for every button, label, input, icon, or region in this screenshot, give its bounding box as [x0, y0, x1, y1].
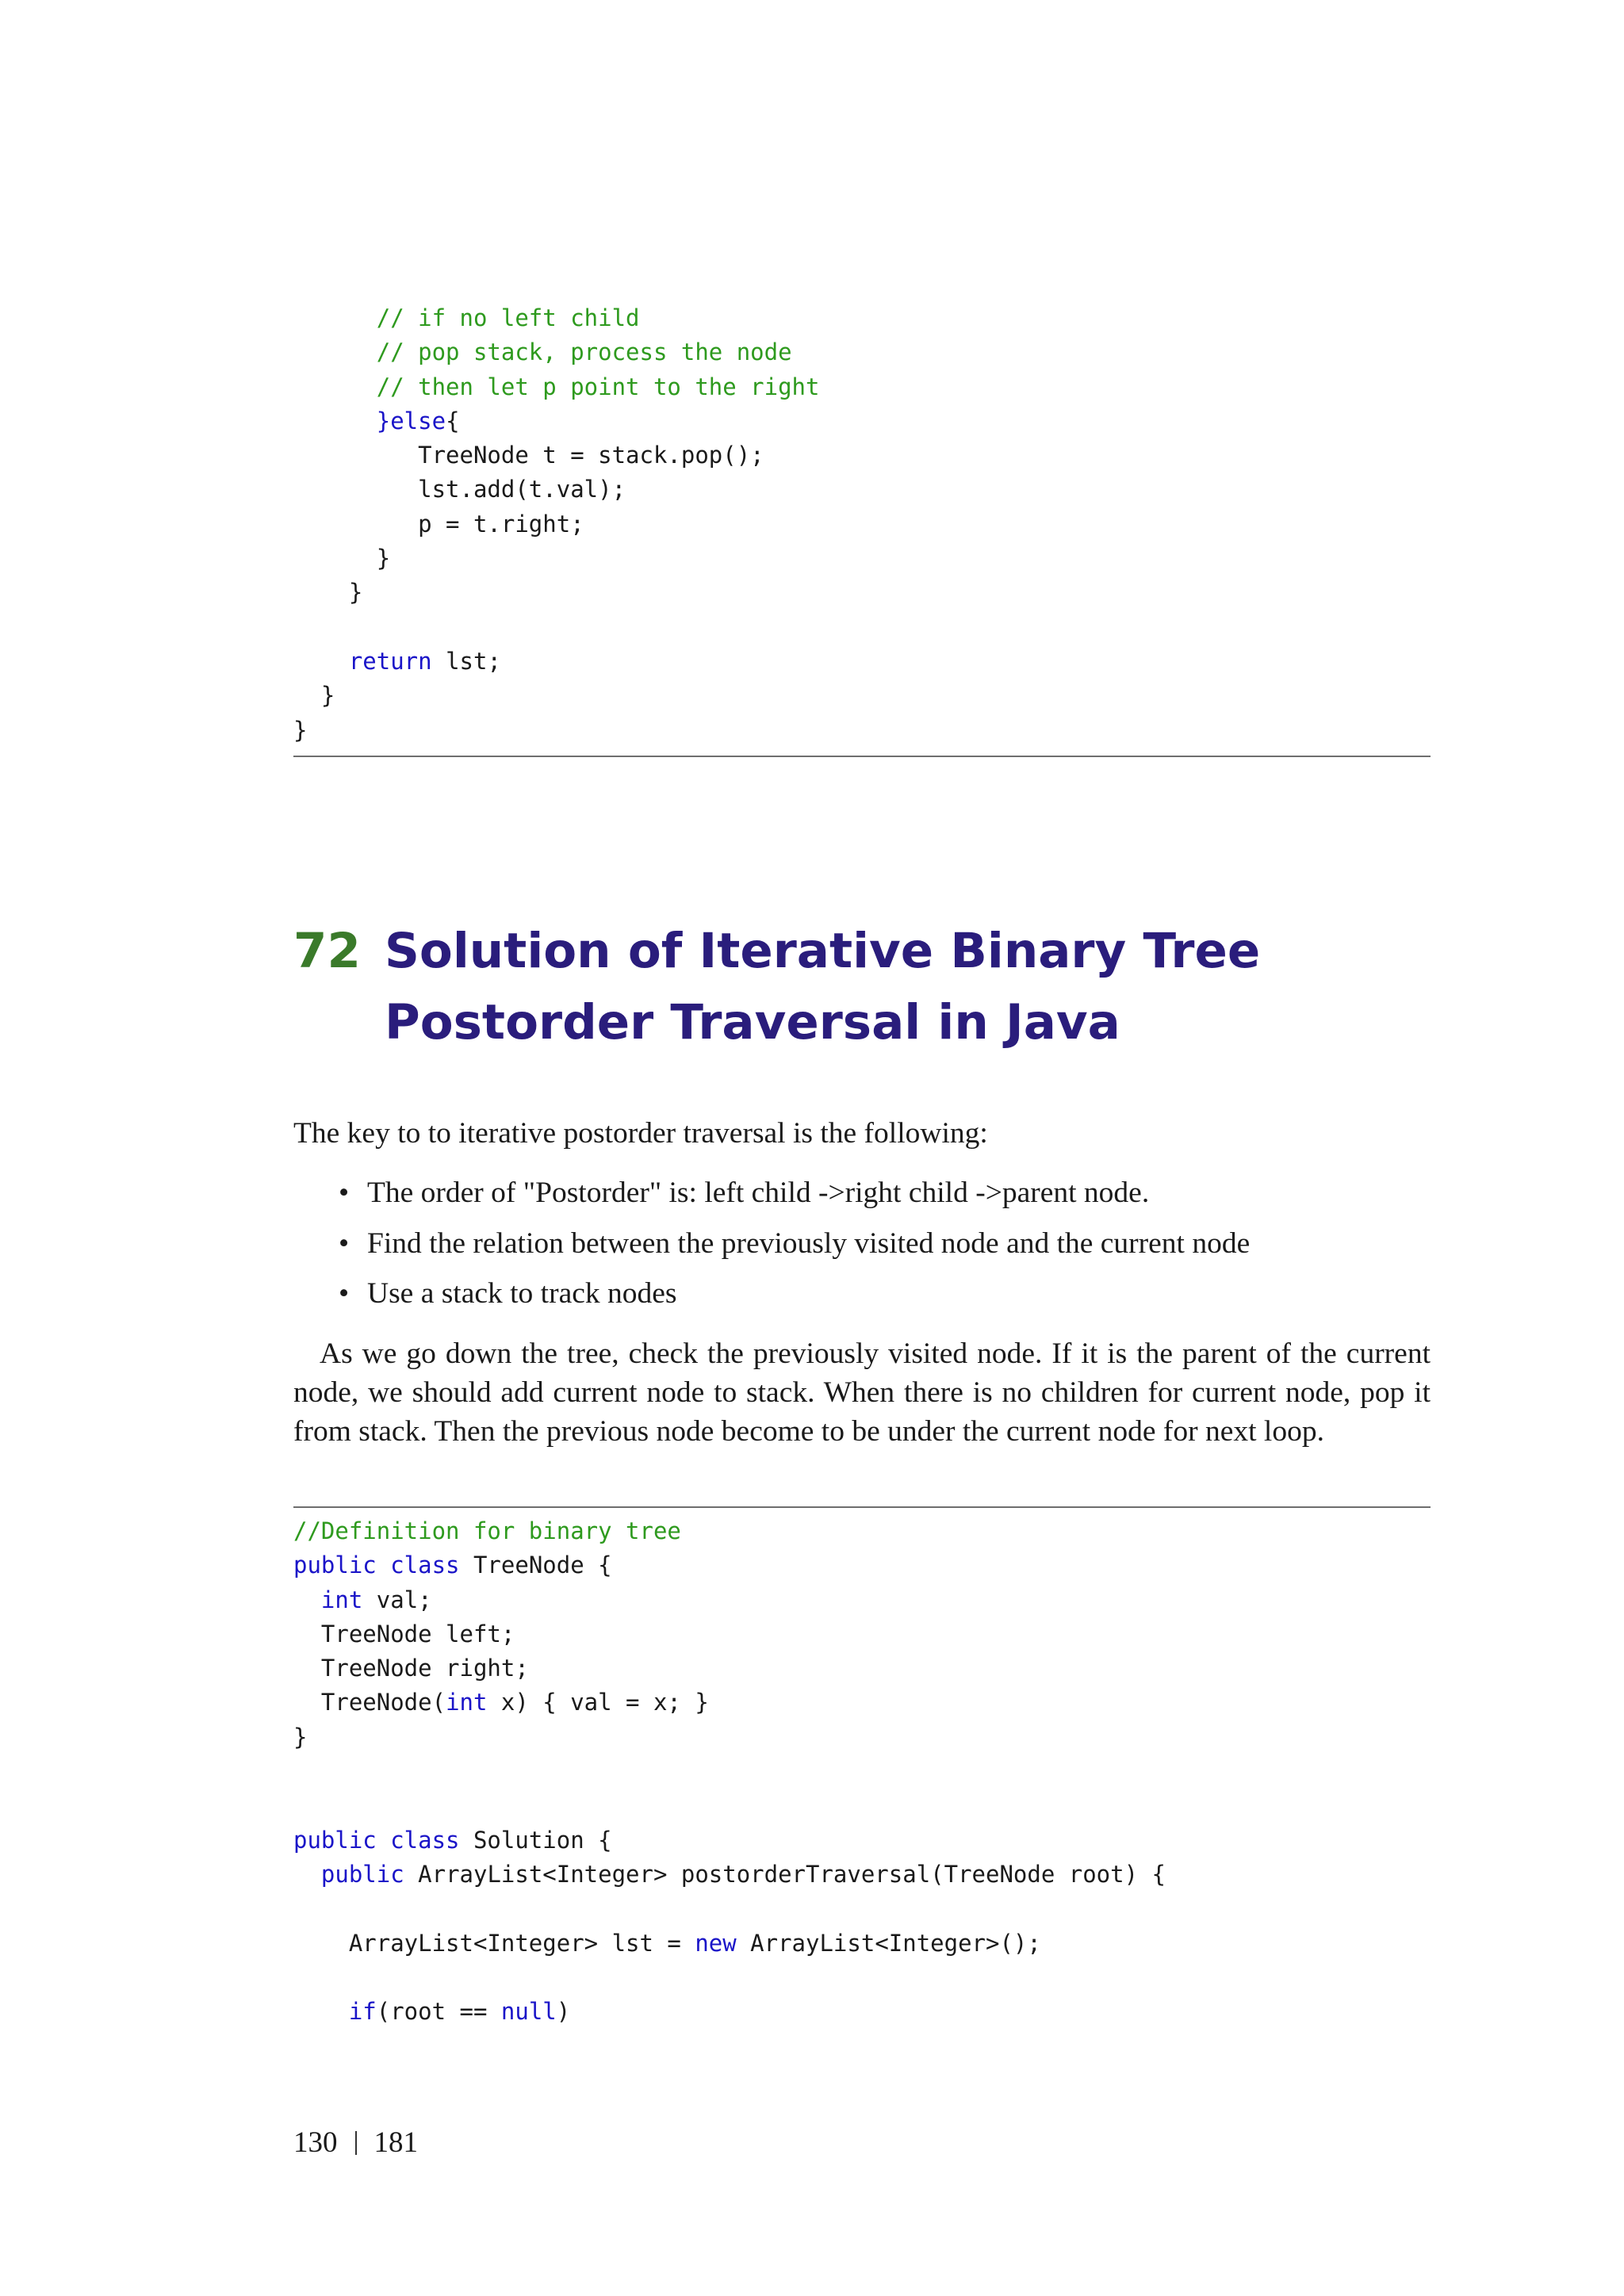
code-token: TreeNode right;	[293, 1655, 529, 1682]
code-line	[293, 1995, 1431, 2029]
code-line	[293, 1789, 1431, 1823]
code-token: int	[446, 1689, 488, 1716]
section-title	[385, 916, 1415, 1058]
code-line	[293, 1686, 1431, 1720]
list-item	[293, 1274, 1431, 1325]
code-token: }	[293, 1723, 308, 1751]
section-number: 72	[293, 923, 361, 979]
code-token: TreeNode(	[293, 1689, 446, 1716]
code-token: Solution {	[459, 1826, 612, 1854]
code-line	[293, 1651, 1431, 1686]
code-token: // if no left child	[293, 304, 640, 331]
bullet-icon: •	[339, 1226, 350, 1260]
code-line	[293, 714, 1431, 748]
code-line	[293, 1858, 1431, 1892]
code-line	[293, 1514, 1431, 1548]
code-token: if	[293, 1998, 377, 2026]
code-token: }	[293, 682, 335, 710]
code-line	[293, 1823, 1431, 1858]
code-top-rule	[293, 1506, 1431, 1508]
code-line	[293, 438, 1431, 473]
code-line	[293, 1720, 1431, 1755]
code-line	[293, 541, 1431, 576]
list-item	[293, 1173, 1431, 1224]
code-token: ArrayList<Integer>();	[736, 1929, 1041, 1957]
code-line	[293, 1548, 1431, 1582]
code-line	[293, 1961, 1431, 1995]
code-token: lst;	[431, 647, 501, 675]
section-title-line-1: Solution of Iterative Binary Tree	[385, 923, 1261, 979]
code-line	[293, 679, 1431, 713]
list-item-text: Use a stack to track nodes	[367, 1277, 677, 1310]
code-line	[293, 370, 1431, 404]
code-bottom-rule	[293, 756, 1431, 757]
code-line	[293, 1892, 1431, 1926]
explanation-paragraph: As we go down the tree, check the previously visited node. If it is the parent of the current node, we should add current node to stack. When there is no children for current node, pop it from stack. Then the previous node become to be under the current node for next loop.	[293, 1337, 1431, 1448]
code-line	[293, 335, 1431, 369]
code-token: new	[695, 1929, 737, 1957]
page-number: 130	[293, 2126, 338, 2159]
code-token: return	[293, 647, 432, 675]
code-line	[293, 645, 1431, 679]
code-token: {	[446, 407, 460, 434]
code-line	[293, 1583, 1431, 1617]
code-token: TreeNode left;	[293, 1620, 515, 1647]
code-token: public class	[293, 1826, 460, 1854]
page-footer	[293, 2123, 418, 2163]
list-item-text: Find the relation between the previously visited node and the current node	[367, 1226, 1251, 1260]
code-token: null	[500, 1998, 557, 2026]
code-line	[293, 301, 1431, 335]
code-token: //Definition for binary tree	[293, 1517, 681, 1544]
intro-sentence: The key to to iterative postorder traversal is the following:	[293, 1117, 988, 1150]
code-listing-postorder	[293, 1514, 1431, 2029]
code-token: // pop stack, process the node	[293, 339, 792, 366]
code-token: }	[293, 545, 391, 572]
code-line	[293, 473, 1431, 507]
key-points-list	[293, 1173, 1431, 1325]
bullet-icon: •	[339, 1177, 350, 1209]
code-token: }	[293, 716, 308, 744]
code-token: lst.add(t.val);	[293, 476, 626, 503]
code-token: public class	[293, 1552, 460, 1579]
code-token: ArrayList<Integer> postorderTraversal(TreeNode root) {	[404, 1860, 1166, 1888]
code-token: x) { val = x; }	[487, 1689, 709, 1716]
list-item	[293, 1224, 1431, 1275]
code-line	[293, 404, 1431, 438]
code-token: public	[293, 1860, 404, 1888]
code-token: // then let p point to the right	[293, 373, 820, 400]
code-token: )	[556, 1998, 571, 2026]
page-total: 181	[373, 2126, 418, 2159]
code-listing-inorder-end	[293, 301, 1431, 748]
code-line	[293, 576, 1431, 610]
code-line	[293, 1755, 1431, 1789]
list-item-text: The order of "Postorder" is: left child ->right child ->parent node.	[367, 1177, 1150, 1209]
code-token: }else	[293, 407, 446, 434]
code-token: val;	[362, 1586, 432, 1613]
code-token: TreeNode t = stack.pop();	[293, 442, 764, 469]
code-token: TreeNode {	[459, 1552, 612, 1579]
code-line	[293, 610, 1431, 645]
code-token: p = t.right;	[293, 510, 584, 538]
code-line	[293, 1927, 1431, 1961]
code-token: int	[293, 1586, 363, 1613]
code-line	[293, 1617, 1431, 1651]
code-token: ArrayList<Integer> lst =	[293, 1929, 695, 1957]
footer-separator	[355, 2131, 357, 2155]
bullet-icon: •	[339, 1277, 350, 1310]
section-title-line-2: Postorder Traversal in Java	[385, 994, 1120, 1050]
code-token: (root ==	[376, 1998, 501, 2026]
code-line	[293, 507, 1431, 541]
code-token: }	[293, 579, 363, 607]
